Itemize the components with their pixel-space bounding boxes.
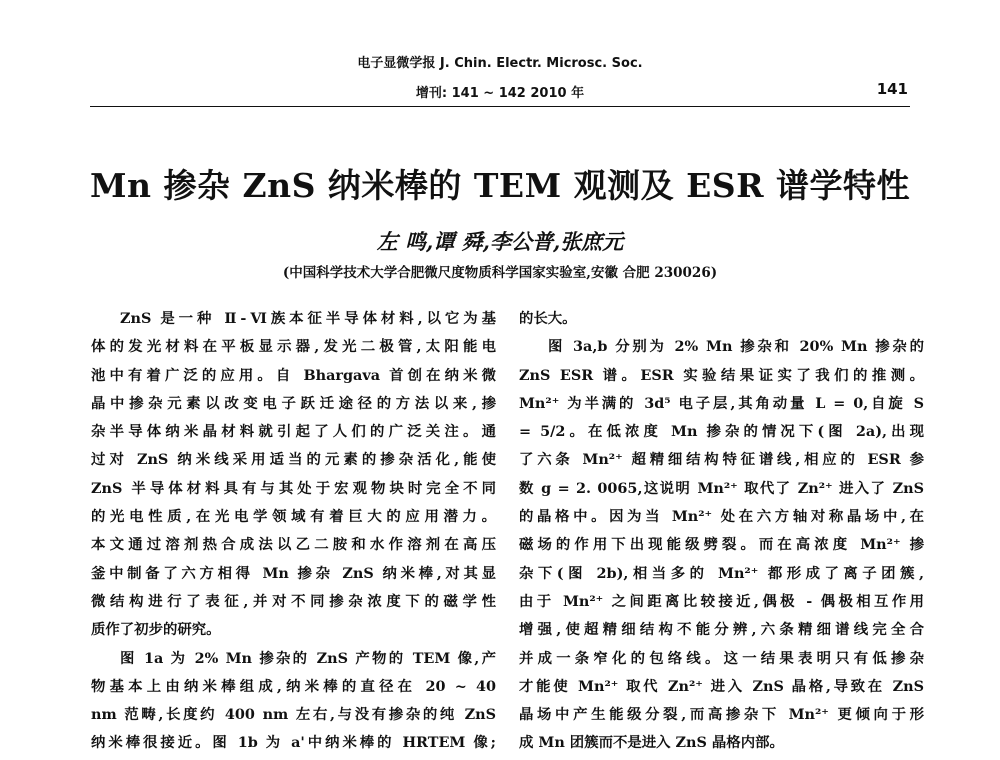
body-line: 釜中制备了六方相得 Mn 掺杂 ZnS 纳米棒,对其显 — [91, 564, 496, 582]
body-line: 数 g = 2. 0065,这说明 Mn²⁺ 取代了 Zn²⁺ 进入了 ZnS — [519, 479, 924, 497]
body-line: = 5/2。在低浓度 Mn 掺杂的情况下(图 2a),出现 — [519, 423, 924, 441]
issue-info: 增刊: 141 ~ 142 2010 年 — [415, 86, 585, 101]
body-line: ZnS ESR 谱。ESR 实验结果证实了我们的推测。 — [519, 366, 924, 384]
body-line: 微结构进行了表征,并对不同掺杂浓度下的磁学性 — [91, 592, 496, 610]
body-line: 成 Mn 团簇而不是进入 ZnS 晶格内部。 — [519, 734, 784, 752]
body-line: 图 3a,b 分别为 2% Mn 掺杂和 20% Mn 掺杂的 — [548, 338, 924, 356]
body-line: 磁场的作用下出现能级劈裂。而在高浓度 Mn²⁺ 掺 — [519, 536, 924, 554]
body-line: 杂下(图 2b),相当多的 Mn²⁺ 都形成了离子团簇, — [519, 564, 924, 582]
body-line: ZnS 是一种 Ⅱ-Ⅵ族本征半导体材料,以它为基 — [120, 310, 496, 327]
left-column — [91, 305, 496, 758]
body-line: 了六条 Mn²⁺ 超精细结构特征谱线,相应的 ESR 参 — [519, 451, 924, 469]
right-column — [519, 305, 924, 758]
body-line: 由于 Mn²⁺ 之间距离比较接近,偶极 - 偶极相互作用 — [519, 592, 924, 610]
body-line: 并成一条窄化的包络线。这一结果表明只有低掺杂 — [519, 649, 924, 667]
header-rule — [90, 106, 910, 107]
body-line: 物基本上由纳米棒组成,纳米棒的直径在 20 ~ 40 — [91, 677, 496, 695]
body-line: 过对 ZnS 纳米线采用适当的元素的掺杂活化,能使 — [91, 451, 496, 469]
body-line: 才能使 Mn²⁺ 取代 Zn²⁺ 进入 ZnS 晶格,导致在 ZnS — [519, 677, 924, 695]
body-line: 的晶格中。因为当 Mn²⁺ 处在六方轴对称晶场中,在 — [519, 508, 924, 526]
body-line: 池中有着广泛的应用。自 Bhargava 首创在纳米微 — [91, 366, 496, 384]
body-line: 质作了初步的研究。 — [91, 621, 221, 639]
body-line: 纳米棒很接近。图 1b 为 a'中纳米棒的 HRTEM 像; — [91, 734, 496, 752]
affiliation: (中国科学技术大学合肥微尺度物质科学国家实验室,安徽 合肥 230026) — [282, 265, 718, 281]
paper-title: Mn 掺杂 ZnS 纳米棒的 TEM 观测及 ESR 谱学特性 — [89, 166, 910, 205]
body-line: 的光电性质,在光电学领域有着巨大的应用潜力。 — [91, 508, 496, 526]
body-line: ZnS 半导体材料具有与其处于宏观物块时完全不同 — [91, 479, 496, 497]
body-line: 增强,使超精细结构不能分辨,六条精细谱线完全合 — [519, 621, 924, 639]
body-line: 图 1a 为 2% Mn 掺杂的 ZnS 产物的 TEM 像,产 — [120, 649, 496, 667]
body-line: nm 范畴,长度约 400 nm 左右,与没有掺杂的纯 ZnS — [91, 706, 496, 724]
body-line: 本文通过溶剂热合成法以乙二胺和水作溶剂在高压 — [91, 536, 496, 554]
body-line: 的长大。 — [519, 310, 577, 327]
body-line: 晶中掺杂元素以改变电子跃迁途径的方法以来,掺 — [91, 394, 496, 412]
body-line: 杂半导体纳米晶材料就引起了人们的广泛关注。通 — [91, 423, 496, 441]
journal-header: 电子显微学报 J. Chin. Electr. Microsc. Soc. — [357, 56, 643, 71]
body-line: 晶场中产生能级分裂,而高掺杂下 Mn²⁺ 更倾向于形 — [519, 706, 924, 724]
body-line: 体的发光材料在平板显示器,发光二极管,太阳能电 — [91, 338, 496, 356]
author-list: 左 鸣,谭 舜,李公普,张庶元 — [376, 229, 624, 254]
body-line: Mn²⁺ 为半满的 3d⁵ 电子层,其角动量 L = 0,自旋 S — [519, 394, 924, 412]
page-number: 141 — [876, 80, 908, 98]
